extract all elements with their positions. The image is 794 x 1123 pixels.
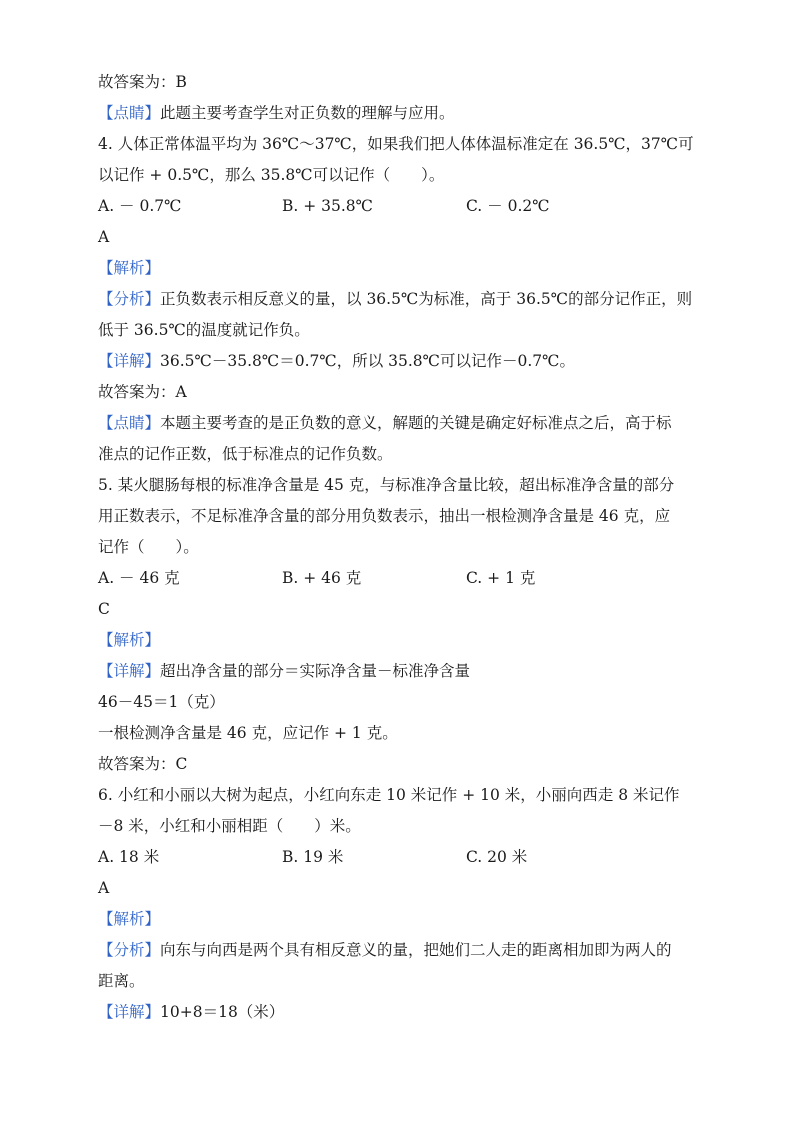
question-4-jiexi-tag: 【解析】 (98, 259, 161, 277)
detail-text: 10+8＝18（米） (160, 1003, 285, 1021)
answer-line-q3: 故答案为：B (98, 73, 187, 91)
comment-tag: 【点睛】 (98, 414, 161, 432)
option-b: B. + 35.8℃ (282, 197, 374, 215)
analysis-text: 正负数表示相反意义的量，以 36.5℃为标准，高于 36.5℃的部分记作正，则 (160, 290, 693, 308)
question-5-line-3: 记作（ ）。 (98, 538, 199, 556)
option-a: A. 18 米 (98, 848, 160, 866)
option-b: B. + 46 克 (282, 569, 362, 587)
comment-line-q3 (98, 103, 455, 123)
question-5-result: 一根检测净含量是 46 克，应记作 + 1 克。 (98, 724, 398, 742)
question-6-analysis-line-2: 距离。 (98, 972, 145, 990)
option-c: C. 20 米 (466, 848, 528, 866)
comment-text: 此题主要考查学生对正负数的理解与应用。 (160, 104, 455, 122)
option-a: A. － 46 克 (98, 569, 180, 587)
detail-tag: 【详解】 (98, 1003, 161, 1021)
question-5-detail (98, 661, 470, 681)
question-4-comment-line-1 (98, 413, 672, 433)
question-5-answer: C (98, 600, 110, 618)
analysis-tag: 【分析】 (98, 290, 161, 308)
question-5-final-answer: 故答案为：C (98, 755, 188, 773)
analysis-text: 向东与向西是两个具有相反意义的量，把她们二人走的距离相加即为两人的 (160, 941, 672, 959)
question-6-jiexi-tag: 【解析】 (98, 910, 161, 928)
question-4-answer: A (98, 228, 110, 246)
option-c: C. － 0.2℃ (466, 197, 550, 215)
question-4-final-answer: 故答案为：A (98, 383, 187, 401)
analysis-tag: 【分析】 (98, 941, 161, 959)
question-4-comment-line-2: 准点的记作正数，低于标准点的记作负数。 (98, 445, 393, 463)
question-6-line-1: 6. 小红和小丽以大树为起点，小红向东走 10 米记作 + 10 米，小丽向西走 8 米记作 (98, 786, 680, 804)
question-5-jiexi-tag: 【解析】 (98, 631, 161, 649)
comment-text: 本题主要考查的是正负数的意义，解题的关键是确定好标准点之后，高于标 (160, 414, 672, 432)
detail-tag: 【详解】 (98, 352, 161, 370)
detail-text: 超出净含量的部分＝实际净含量－标准净含量 (160, 662, 471, 680)
option-a: A. － 0.7℃ (98, 197, 182, 215)
question-6-detail (98, 1002, 284, 1022)
question-5-line-2: 用正数表示，不足标准净含量的部分用负数表示，抽出一根检测净含量是 46 克，应 (98, 507, 671, 525)
question-6-line-2: －8 米，小红和小丽相距（ ）米。 (98, 817, 361, 835)
question-4-detail (98, 351, 575, 371)
question-6-analysis-line-1 (98, 940, 672, 960)
detail-text: 36.5℃－35.8℃＝0.7℃，所以 35.8℃可以记作－0.7℃。 (160, 352, 575, 370)
question-4-line-1: 4. 人体正常体温平均为 36℃～37℃，如果我们把人体体温标准定在 36.5℃，37℃可 (98, 135, 694, 153)
question-4-analysis-line-1 (98, 289, 692, 309)
question-4-line-2: 以记作 + 0.5℃，那么 35.8℃可以记作（ ）。 (98, 166, 445, 184)
detail-tag: 【详解】 (98, 662, 161, 680)
question-5-line-1: 5. 某火腿肠每根的标准净含量是 45 克，与标准净含量比较，超出标准净含量的部分 (98, 476, 675, 494)
question-6-answer: A (98, 879, 110, 897)
question-5-calc: 46－45＝1（克） (98, 693, 225, 711)
option-c: C. + 1 克 (466, 569, 536, 587)
option-b: B. 19 米 (282, 848, 344, 866)
comment-tag: 【点睛】 (98, 104, 161, 122)
question-4-analysis-line-2: 低于 36.5℃的温度就记作负。 (98, 321, 310, 339)
